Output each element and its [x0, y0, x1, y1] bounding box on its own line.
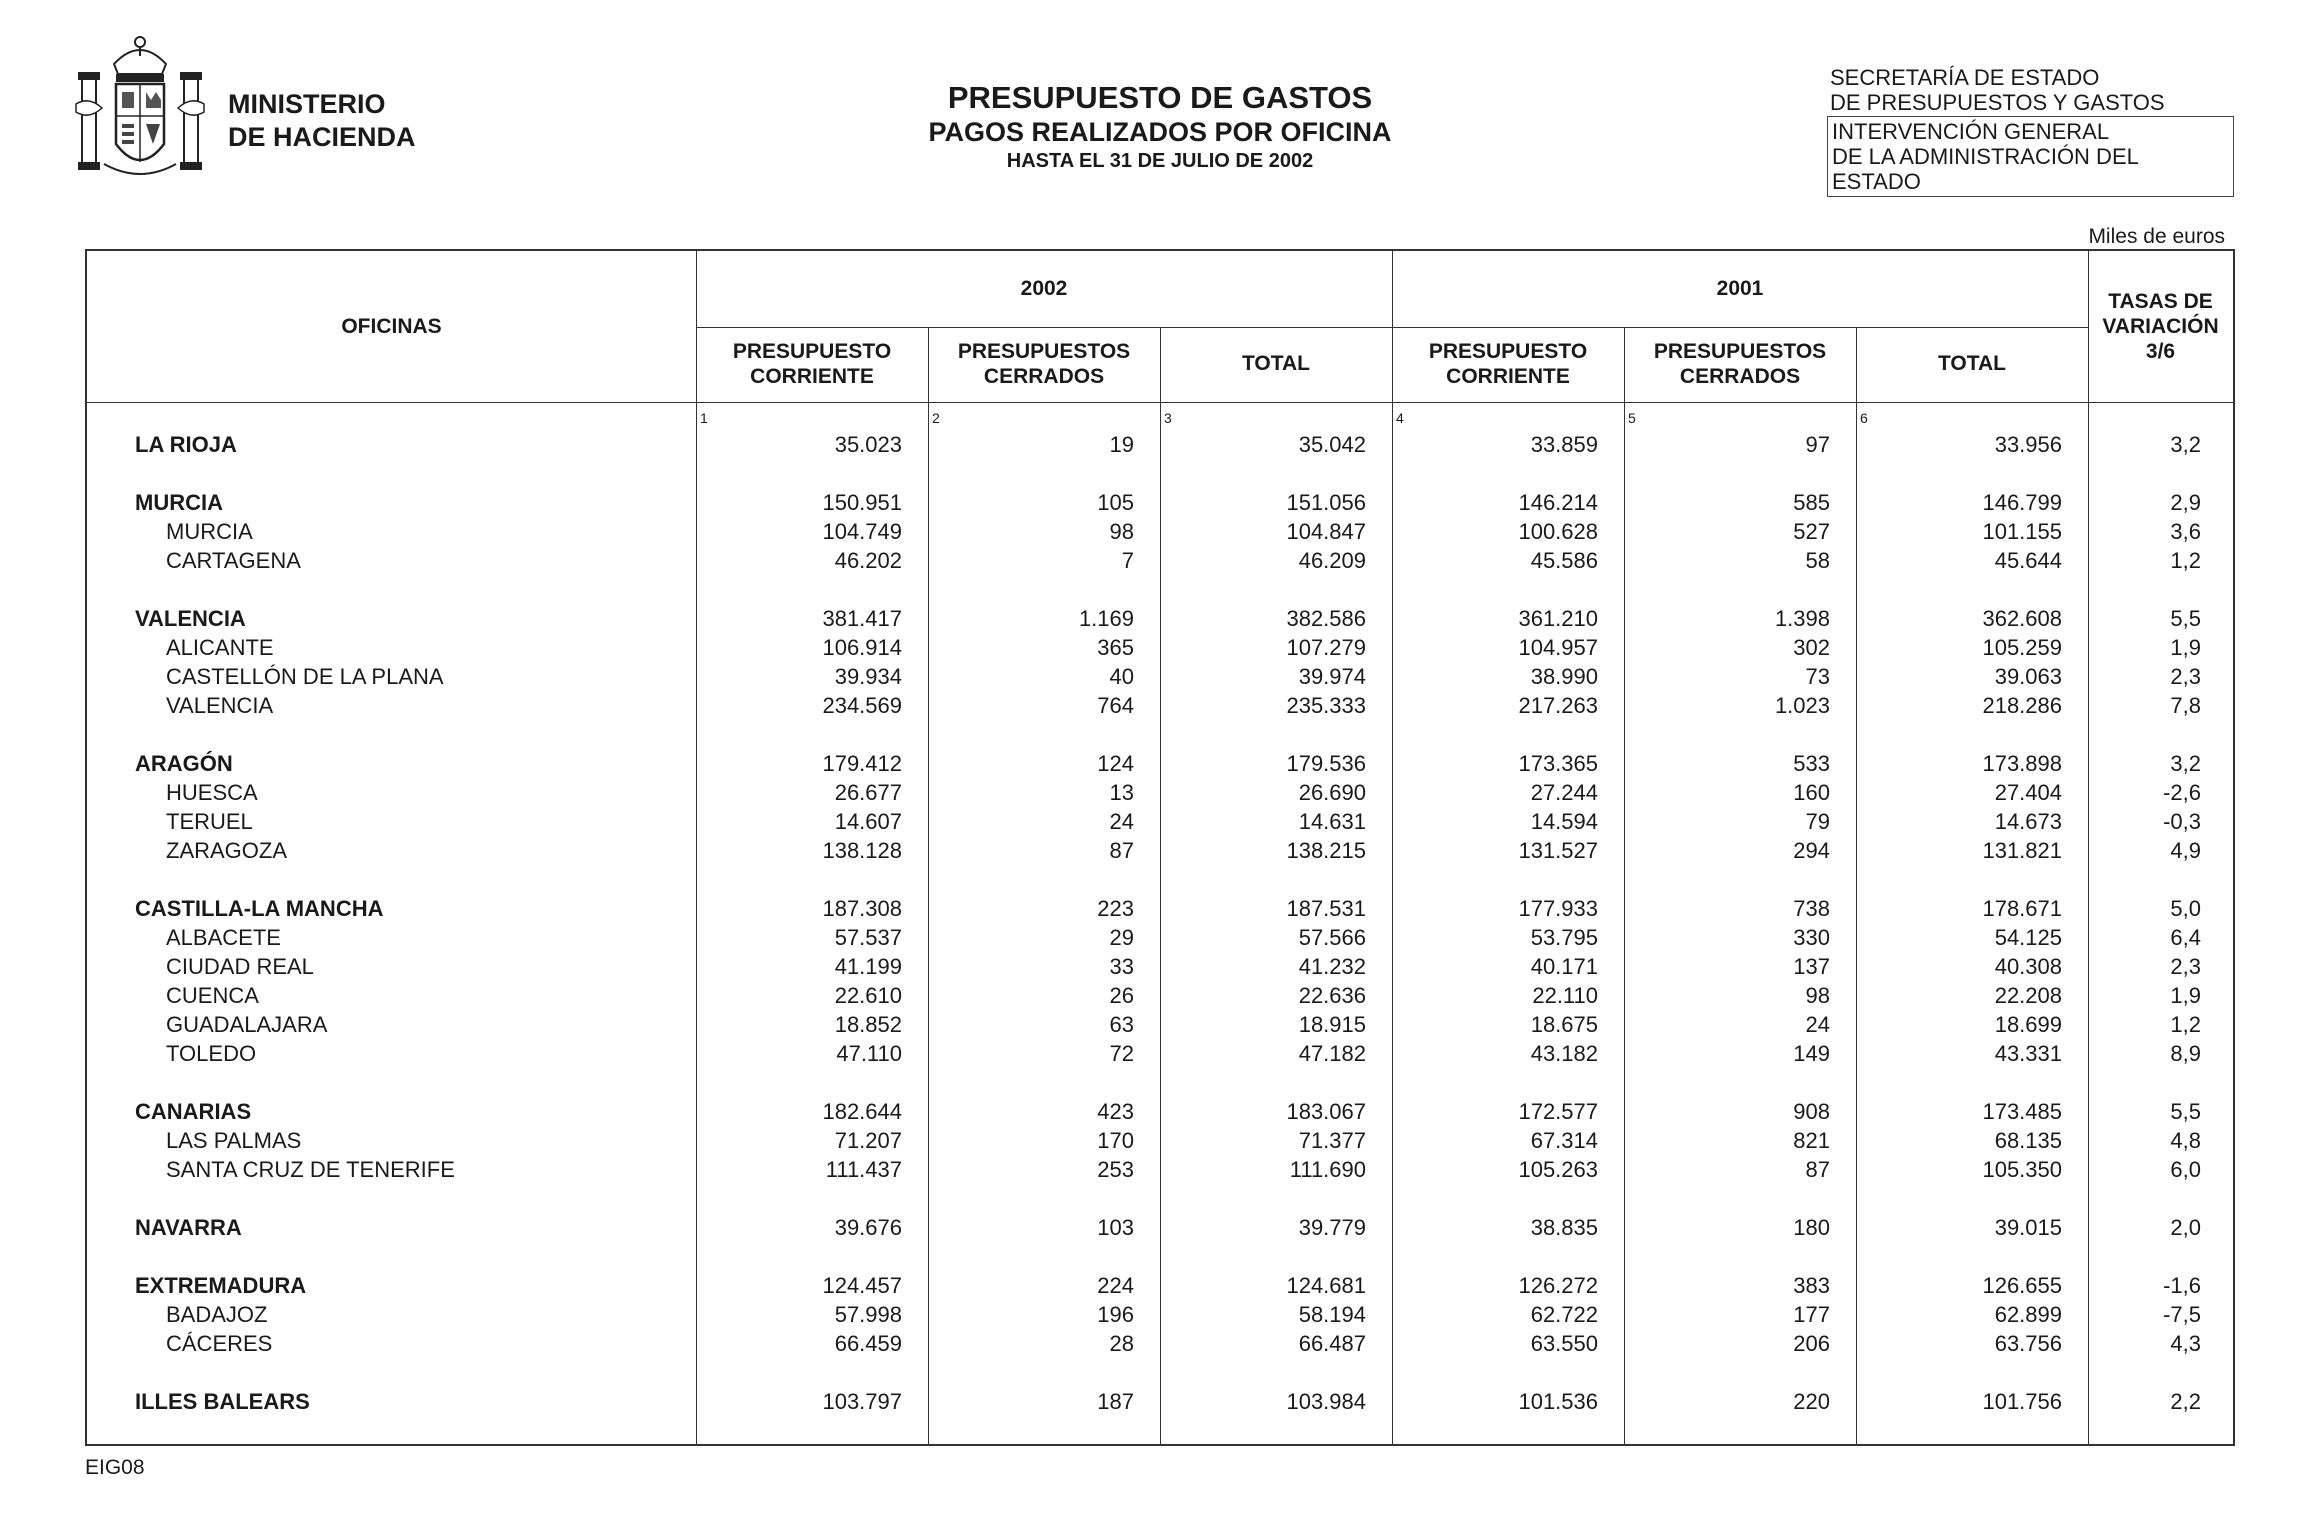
cell-value: 138.215 [1286, 838, 1366, 863]
table-row [87, 432, 2233, 461]
cell-value: 2,0 [2170, 1215, 2201, 1240]
cell-value: 111.437 [825, 1157, 902, 1182]
cell-value: 104.847 [1286, 519, 1366, 544]
cell-value: 68.135 [1994, 1128, 2062, 1153]
table-row [87, 1157, 2233, 1186]
cell-value: 46.202 [834, 548, 902, 573]
table-row [87, 896, 2233, 925]
office-name: CASTILLA-LA MANCHA [135, 896, 384, 921]
cell-value: 14.631 [1298, 809, 1366, 834]
office-name: MURCIA [135, 490, 223, 515]
cell-value: 7,8 [2170, 693, 2201, 718]
cell-value: 7 [1121, 548, 1134, 573]
cell-value: 14.673 [1994, 809, 2062, 834]
intervencion-line-1: INTERVENCIÓN GENERAL [1832, 119, 2110, 144]
cell-value: 362.608 [1982, 606, 2062, 631]
col-header-pc-2001 [1392, 339, 1624, 389]
cell-value: 5,5 [2170, 1099, 2201, 1124]
cell-value: 104.957 [1518, 635, 1598, 660]
table-row [87, 1041, 2233, 1070]
cell-value: 101.155 [1982, 519, 2062, 544]
cell-value: 1.169 [1078, 606, 1134, 631]
cell-value: 33.859 [1530, 432, 1598, 457]
cell-value: 103.984 [1286, 1389, 1366, 1414]
cell-value: 38.835 [1530, 1215, 1598, 1240]
col-header-line: VARIACIÓN [2102, 315, 2219, 338]
cell-value: 187 [1097, 1389, 1134, 1414]
intervencion-line-2: DE LA ADMINISTRACIÓN DEL ESTADO [1832, 144, 2139, 194]
cell-value: 67.314 [1530, 1128, 1598, 1153]
cell-value: 177 [1793, 1302, 1830, 1327]
oficinas-header: OFICINAS [341, 315, 442, 338]
cell-value: 764 [1097, 693, 1134, 718]
cell-value: 585 [1793, 490, 1830, 515]
cell-value: 29 [1109, 925, 1134, 950]
table-row [87, 983, 2233, 1012]
office-name: CARTAGENA [166, 548, 301, 573]
cell-value: 180 [1793, 1215, 1830, 1240]
col-header-line: TASAS DE [2108, 290, 2213, 313]
cell-value: 14.607 [834, 809, 902, 834]
cell-value: 160 [1793, 780, 1830, 805]
year-2001-header: 2001 [1716, 277, 1764, 300]
cell-value: 146.799 [1982, 490, 2062, 515]
cell-value: 235.333 [1286, 693, 1366, 718]
cell-value: -0,3 [2163, 809, 2201, 834]
cell-value: 172.577 [1518, 1099, 1598, 1124]
cell-value: 294 [1793, 838, 1830, 863]
cell-value: 146.214 [1518, 490, 1598, 515]
table-row [87, 693, 2233, 722]
column-number: 1 [700, 410, 708, 426]
cell-value: 111.690 [1289, 1157, 1366, 1182]
table-row [87, 954, 2233, 983]
cell-value: 43.182 [1530, 1041, 1598, 1066]
cell-value: -7,5 [2163, 1302, 2201, 1327]
table-row [87, 1215, 2233, 1244]
cell-value: 98 [1109, 519, 1134, 544]
cell-value: 178.671 [1982, 896, 2062, 921]
cell-value: 101.536 [1518, 1389, 1598, 1414]
cell-value: 58 [1805, 548, 1830, 573]
cell-value: 41.232 [1298, 954, 1366, 979]
secretaria-line-2: DE PRESUPUESTOS Y GASTOS [1830, 90, 2165, 115]
cell-value: 45.644 [1994, 548, 2062, 573]
table-row [87, 1389, 2233, 1418]
cell-value: 87 [1805, 1157, 1830, 1182]
cell-value: 170 [1097, 1128, 1134, 1153]
cell-value: 63 [1109, 1012, 1134, 1037]
cell-value: 382.586 [1286, 606, 1366, 631]
cell-value: 423 [1097, 1099, 1134, 1124]
cell-value: 26 [1109, 983, 1134, 1008]
cell-value: 53.795 [1530, 925, 1598, 950]
report-header [0, 0, 2311, 230]
column-number: 6 [1860, 410, 1868, 426]
table-row [87, 925, 2233, 954]
office-name: CASTELLÓN DE LA PLANA [166, 664, 444, 689]
office-name: LA RIOJA [135, 432, 237, 457]
col-header-line: PRESUPUESTO [732, 340, 892, 363]
ministry-name [228, 88, 416, 154]
cell-value: 27.404 [1994, 780, 2062, 805]
cell-value: 40 [1109, 664, 1134, 689]
cell-value: 62.722 [1530, 1302, 1598, 1327]
cell-value: 131.821 [1982, 838, 2062, 863]
ministry-line-1: MINISTERIO [228, 89, 386, 119]
divider-h [696, 327, 2088, 328]
col-header-tasas [2088, 289, 2233, 364]
office-name: TERUEL [166, 809, 253, 834]
office-name: ALBACETE [166, 925, 281, 950]
cell-value: 124 [1097, 751, 1134, 776]
cell-value: 218.286 [1982, 693, 2062, 718]
cell-value: 45.586 [1530, 548, 1598, 573]
table-row [87, 606, 2233, 635]
ministry-line-2: DE HACIENDA [228, 122, 416, 152]
cell-value: 98 [1805, 983, 1830, 1008]
col-header-line: PRESUPUESTO [1428, 340, 1588, 363]
cell-value: 28 [1109, 1331, 1134, 1356]
report-subtitle: PAGOS REALIZADOS POR OFICINA [928, 117, 1392, 147]
office-name: BADAJOZ [166, 1302, 268, 1327]
col-header-line: PRESUPUESTOS [957, 340, 1131, 363]
cell-value: 6,4 [2170, 925, 2201, 950]
cell-value: 39.974 [1298, 664, 1366, 689]
cell-value: 149 [1793, 1041, 1830, 1066]
cell-value: 253 [1097, 1157, 1134, 1182]
table-row [87, 1128, 2233, 1157]
cell-value: 33 [1109, 954, 1134, 979]
col-header-line: CORRIENTE [750, 365, 874, 388]
cell-value: 223 [1097, 896, 1134, 921]
secretaria-label [1830, 65, 2165, 115]
col-header-pc-2002 [696, 339, 928, 389]
cell-value: 4,3 [2170, 1331, 2201, 1356]
cell-value: 217.263 [1518, 693, 1598, 718]
table-row [87, 635, 2233, 664]
cell-value: 179.536 [1286, 751, 1366, 776]
document-code: EIG08 [85, 1456, 145, 1479]
cell-value: 383 [1793, 1273, 1830, 1298]
cell-value: 105 [1097, 490, 1134, 515]
office-name: EXTREMADURA [135, 1273, 307, 1298]
cell-value: 97 [1805, 432, 1830, 457]
cell-value: 57.537 [834, 925, 902, 950]
cell-value: 150.951 [822, 490, 902, 515]
report-date: HASTA EL 31 DE JULIO DE 2002 [1006, 150, 1314, 172]
cell-value: 124.457 [822, 1273, 902, 1298]
cell-value: 57.998 [834, 1302, 902, 1327]
col-header-total-2002: TOTAL [1241, 352, 1311, 375]
cell-value: 220 [1793, 1389, 1830, 1414]
column-number: 4 [1396, 410, 1404, 426]
office-name: ARAGÓN [135, 751, 233, 776]
cell-value: 22.208 [1994, 983, 2062, 1008]
cell-value: 66.487 [1298, 1331, 1366, 1356]
cell-value: 126.655 [1982, 1273, 2062, 1298]
cell-value: 330 [1793, 925, 1830, 950]
cell-value: 22.110 [1532, 983, 1598, 1008]
cell-value: 39.676 [834, 1215, 902, 1240]
cell-value: 39.934 [834, 664, 902, 689]
secretaria-line-1: SECRETARÍA DE ESTADO [1830, 65, 2100, 90]
cell-value: 187.531 [1286, 896, 1366, 921]
cell-value: 738 [1793, 896, 1830, 921]
cell-value: 3,6 [2170, 519, 2201, 544]
cell-value: 1,2 [2170, 1012, 2201, 1037]
cell-value: 47.110 [836, 1041, 902, 1066]
table-row [87, 548, 2233, 577]
report-title-block [780, 80, 1540, 174]
table-row [87, 1099, 2233, 1128]
office-name: CÁCERES [166, 1331, 273, 1356]
cell-value: 173.898 [1982, 751, 2062, 776]
cell-value: 101.756 [1982, 1389, 2062, 1414]
cell-value: 14.594 [1530, 809, 1598, 834]
table-row [87, 1273, 2233, 1302]
table-row [87, 664, 2233, 693]
cell-value: 100.628 [1518, 519, 1598, 544]
office-name: MURCIA [166, 519, 253, 544]
cell-value: 33.956 [1994, 432, 2062, 457]
cell-value: 137 [1793, 954, 1830, 979]
cell-value: 63.756 [1994, 1331, 2062, 1356]
cell-value: 381.417 [822, 606, 902, 631]
cell-value: 39.779 [1298, 1215, 1366, 1240]
cell-value: 187.308 [822, 896, 902, 921]
cell-value: 38.990 [1530, 664, 1598, 689]
cell-value: 3,2 [2170, 751, 2201, 776]
table-row [87, 1302, 2233, 1331]
payments-table [85, 249, 2235, 1446]
intervencion-box [1827, 116, 2234, 197]
cell-value: 19 [1109, 432, 1134, 457]
table-row [87, 751, 2233, 780]
cell-value: 62.899 [1994, 1302, 2062, 1327]
cell-value: 1.398 [1774, 606, 1830, 631]
cell-value: 43.331 [1994, 1041, 2062, 1066]
col-header-line: CERRADOS [983, 365, 1105, 388]
cell-value: 126.272 [1518, 1273, 1598, 1298]
office-name: VALENCIA [166, 693, 274, 718]
col-header-line: PRESUPUESTOS [1653, 340, 1827, 363]
cell-value: 138.128 [822, 838, 902, 863]
office-name: CIUDAD REAL [166, 954, 314, 979]
cell-value: 2,3 [2170, 664, 2201, 689]
cell-value: 2,9 [2170, 490, 2201, 515]
cell-value: 54.125 [1994, 925, 2062, 950]
office-name: CUENCA [166, 983, 259, 1008]
col-header-total-2001: TOTAL [1937, 352, 2007, 375]
cell-value: 183.067 [1286, 1099, 1366, 1124]
cell-value: 18.675 [1530, 1012, 1598, 1037]
col-header-line: CORRIENTE [1446, 365, 1570, 388]
cell-value: 26.690 [1298, 780, 1366, 805]
cell-value: -2,6 [2163, 780, 2201, 805]
cell-value: 35.042 [1298, 432, 1366, 457]
cell-value: 103 [1097, 1215, 1134, 1240]
cell-value: 107.279 [1286, 635, 1366, 660]
cell-value: 2,3 [2170, 954, 2201, 979]
table-row [87, 1331, 2233, 1360]
cell-value: 4,9 [2170, 838, 2201, 863]
cell-value: 8,9 [2170, 1041, 2201, 1066]
cell-value: 527 [1793, 519, 1830, 544]
cell-value: 4,8 [2170, 1128, 2201, 1153]
coat-of-arms-icon [74, 34, 206, 184]
cell-value: 18.699 [1994, 1012, 2062, 1037]
cell-value: 41.199 [834, 954, 902, 979]
col-header-line: 3/6 [2145, 340, 2176, 363]
cell-value: 173.485 [1982, 1099, 2062, 1124]
cell-value: 18.915 [1298, 1012, 1366, 1037]
cell-value: 104.749 [822, 519, 902, 544]
office-name: ZARAGOZA [166, 838, 288, 863]
cell-value: 22.610 [834, 983, 902, 1008]
cell-value: 72 [1109, 1041, 1134, 1066]
year-2002-header: 2002 [1020, 277, 1068, 300]
cell-value: 1,9 [2170, 983, 2201, 1008]
cell-value: 106.914 [822, 635, 902, 660]
office-name: LAS PALMAS [166, 1128, 302, 1153]
cell-value: 179.412 [822, 751, 902, 776]
cell-value: 821 [1793, 1128, 1830, 1153]
cell-value: 533 [1793, 751, 1830, 776]
column-number: 5 [1628, 410, 1636, 426]
cell-value: 58.194 [1298, 1302, 1366, 1327]
cell-value: 173.365 [1518, 751, 1598, 776]
cell-value: 73 [1805, 664, 1830, 689]
col-header-line: CERRADOS [1679, 365, 1801, 388]
col-header-pce-2001 [1624, 339, 1856, 389]
cell-value: 5,0 [2170, 896, 2201, 921]
office-name: CANARIAS [135, 1099, 252, 1124]
col-header-pce-2002 [928, 339, 1160, 389]
cell-value: 47.182 [1298, 1041, 1366, 1066]
cell-value: 908 [1793, 1099, 1830, 1124]
cell-value: 105.350 [1982, 1157, 2062, 1182]
cell-value: 13 [1109, 780, 1134, 805]
cell-value: 63.550 [1530, 1331, 1598, 1356]
cell-value: 39.015 [1994, 1215, 2062, 1240]
cell-value: 1,2 [2170, 548, 2201, 573]
cell-value: 361.210 [1518, 606, 1598, 631]
cell-value: 182.644 [822, 1099, 902, 1124]
cell-value: 24 [1109, 809, 1134, 834]
cell-value: 151.056 [1286, 490, 1366, 515]
cell-value: 24 [1805, 1012, 1830, 1037]
cell-value: 87 [1109, 838, 1134, 863]
table-row [87, 838, 2233, 867]
cell-value: 131.527 [1518, 838, 1598, 863]
cell-value: 22.636 [1298, 983, 1366, 1008]
cell-value: -1,6 [2163, 1273, 2201, 1298]
table-row [87, 1012, 2233, 1041]
cell-value: 3,2 [2170, 432, 2201, 457]
cell-value: 224 [1097, 1273, 1134, 1298]
report-title: PRESUPUESTO DE GASTOS [947, 80, 1373, 115]
cell-value: 302 [1793, 635, 1830, 660]
table-row [87, 780, 2233, 809]
cell-value: 35.023 [834, 432, 902, 457]
cell-value: 40.171 [1530, 954, 1598, 979]
cell-value: 234.569 [822, 693, 902, 718]
office-name: SANTA CRUZ DE TENERIFE [166, 1157, 455, 1182]
cell-value: 1.023 [1774, 693, 1830, 718]
column-number: 2 [932, 410, 940, 426]
units-label: Miles de euros [2088, 225, 2225, 248]
office-name: TOLEDO [166, 1041, 257, 1066]
cell-value: 103.797 [822, 1389, 902, 1414]
cell-value: 46.209 [1298, 548, 1366, 573]
table-row [87, 519, 2233, 548]
column-number: 3 [1164, 410, 1172, 426]
table-row [87, 809, 2233, 838]
cell-value: 57.566 [1298, 925, 1366, 950]
cell-value: 71.377 [1298, 1128, 1366, 1153]
cell-value: 18.852 [834, 1012, 902, 1037]
cell-value: 206 [1793, 1331, 1830, 1356]
office-name: HUESCA [166, 780, 258, 805]
cell-value: 124.681 [1286, 1273, 1366, 1298]
cell-value: 196 [1097, 1302, 1134, 1327]
office-name: ALICANTE [166, 635, 274, 660]
office-name: GUADALAJARA [166, 1012, 328, 1037]
cell-value: 79 [1805, 809, 1830, 834]
table-row [87, 490, 2233, 519]
cell-value: 71.207 [834, 1128, 902, 1153]
cell-value: 1,9 [2170, 635, 2201, 660]
cell-value: 5,5 [2170, 606, 2201, 631]
cell-value: 2,2 [2170, 1389, 2201, 1414]
cell-value: 39.063 [1994, 664, 2062, 689]
office-name: NAVARRA [135, 1215, 242, 1240]
office-name: ILLES BALEARS [135, 1389, 310, 1414]
cell-value: 26.677 [834, 780, 902, 805]
cell-value: 365 [1097, 635, 1134, 660]
divider-h [87, 402, 2233, 403]
cell-value: 66.459 [834, 1331, 902, 1356]
cell-value: 27.244 [1530, 780, 1598, 805]
cell-value: 177.933 [1518, 896, 1598, 921]
cell-value: 6,0 [2170, 1157, 2201, 1182]
cell-value: 105.259 [1982, 635, 2062, 660]
cell-value: 105.263 [1518, 1157, 1598, 1182]
cell-value: 40.308 [1994, 954, 2062, 979]
office-name: VALENCIA [135, 606, 246, 631]
